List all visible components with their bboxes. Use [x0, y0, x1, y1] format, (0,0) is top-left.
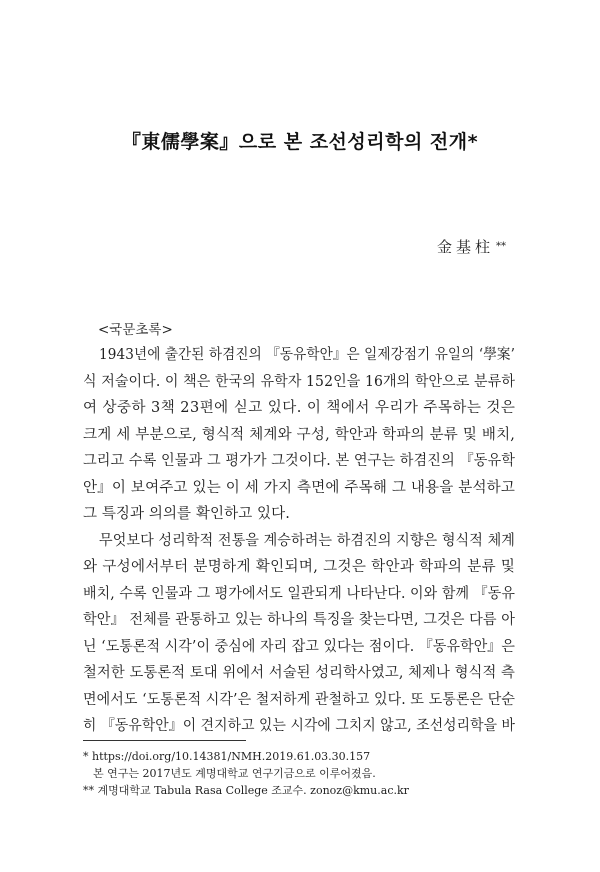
- paragraph-line: 히 『동유학안』이 견지하고 있는 시각에 그치지 않고, 조선성리학을 바: [83, 718, 515, 734]
- paragraph-line: 식 저술이다. 이 책은 한국의 유학자 152인을 16개의 학안으로 분류하: [83, 373, 515, 390]
- paragraph-line: 와 구성에서부터 분명하게 확인되며, 그것은 학안과 학파의 분류 및: [83, 559, 516, 575]
- footnote-divider: [83, 740, 246, 741]
- paragraph-line: 여 상중하 3책 23편에 싣고 있다. 이 책에서 우리가 주목하는 것은: [83, 400, 516, 416]
- paragraph-line: 그리고 수록 인물과 그 평가가 그것이다. 본 연구는 하겸진의 『동유학: [83, 453, 515, 469]
- paragraph-line: 크게 세 부분으로, 형식적 체계와 구성, 학안과 학파의 분류 및 배치,: [83, 426, 516, 443]
- paragraph-line: 안』이 보여주고 있는 이 세 가지 측면에 주목해 그 내용을 분석하고: [83, 479, 516, 496]
- footnote-funding: 본 연구는 2017년도 계명대학교 연구기금으로 이루어졌음.: [93, 767, 376, 780]
- abstract-heading: <국문초록>: [98, 322, 173, 338]
- author-footnote-mark: **: [496, 241, 506, 252]
- paragraph-line: 배치, 수록 인물과 그 평가에서도 일관되게 나타난다. 이와 함께 『동유: [83, 585, 515, 602]
- paragraph-line: 학안』 전체를 관통하고 있는 하나의 특징을 찾는다면, 그것은 다름 아: [83, 612, 515, 628]
- paragraph-2: [83, 528, 515, 740]
- paragraph-line: 1943년에 출간된 하겸진의 『동유학안』은 일제강점기 유일의 ‘學案’: [99, 347, 515, 363]
- paragraph-line: 철저한 도통론적 토대 위에서 서술된 성리학사였고, 체제나 형식적 측: [83, 665, 515, 681]
- paragraph-line: 무엇보다 성리학적 전통을 계승하려는 하겸진의 지향은 형식적 체계: [99, 532, 515, 549]
- footnote-doi: * https://doi.org/10.14381/NMH.2019.61.03.30.157: [83, 750, 371, 763]
- paragraph-line: 그 특징과 의의를 확인하고 있다.: [83, 506, 290, 522]
- footnotes: [83, 748, 515, 799]
- abstract-body: [83, 342, 515, 740]
- paragraph-line: 면에서도 ‘도통론적 시각’은 철저하게 관철하고 있다. 또 도통론은 단순: [83, 691, 515, 708]
- author-line: [437, 236, 506, 257]
- paragraph-1: [83, 342, 515, 528]
- paragraph-line: 닌 ‘도통론적 시각’이 중심에 자리 잡고 있다는 점이다. 『동유학안』은: [83, 638, 515, 655]
- footnote-affiliation: ** 계명대학교 Tabula Rasa College 조교수. zonoz@kmu.ac.kr: [83, 784, 409, 797]
- paper-title: 『東儒學案』으로 본 조선성리학의 전개*: [121, 131, 479, 153]
- author-name: 金基柱: [436, 238, 494, 256]
